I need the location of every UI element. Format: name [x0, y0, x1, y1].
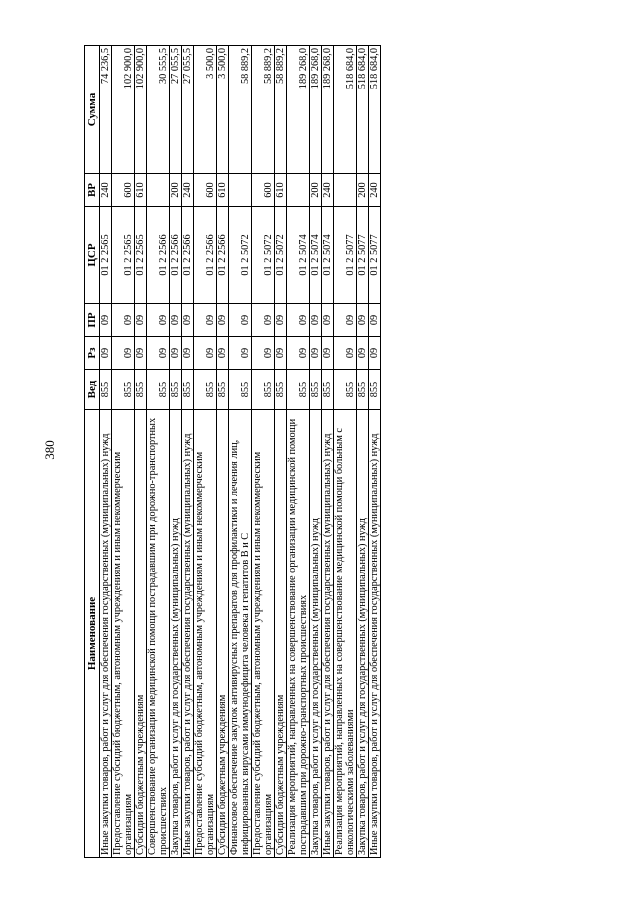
row-csr-cell: 01 2 5072	[275, 207, 287, 304]
row-rz-cell: 09	[170, 337, 182, 370]
row-ved-cell: 855	[252, 370, 275, 410]
row-name-cell: Закупка товаров, работ и услуг для государственных (муниципальных) нужд	[357, 410, 369, 858]
row-pr-cell: 09	[112, 304, 135, 337]
table-row	[194, 46, 217, 858]
row-ved-cell: 855	[194, 370, 217, 410]
row-sum-cell: 27 055,5	[182, 46, 194, 174]
row-rz-cell: 09	[217, 337, 229, 370]
row-csr-cell: 01 2 5074	[287, 207, 310, 304]
row-rz-cell: 09	[112, 337, 135, 370]
table-row	[322, 46, 334, 858]
column-header-pr: ПР	[85, 304, 100, 337]
row-vr-cell: 600	[194, 174, 217, 207]
table-row	[135, 46, 147, 858]
row-rz-cell: 09	[357, 337, 369, 370]
page-number: 380	[42, 440, 57, 460]
row-csr-cell: 01 2 2566	[182, 207, 194, 304]
row-vr-cell	[229, 174, 252, 207]
row-csr-cell: 01 2 2565	[112, 207, 135, 304]
column-header-sum: Сумма	[85, 46, 100, 174]
row-pr-cell: 09	[182, 304, 194, 337]
row-vr-cell: 240	[369, 174, 381, 207]
row-ved-cell: 855	[112, 370, 135, 410]
row-name-cell: Предоставление субсидий бюджетным, автономным учреждениям и иным некоммерческим организациям	[194, 410, 217, 858]
row-vr-cell: 240	[182, 174, 194, 207]
row-name-cell: Иные закупки товаров, работ и услуг для обеспечения государственных (муниципальных) нужд	[369, 410, 381, 858]
row-name-cell: Предоставление субсидий бюджетным, автономным учреждениям и иным некоммерческим организациям	[252, 410, 275, 858]
row-vr-cell: 610	[275, 174, 287, 207]
row-pr-cell: 09	[287, 304, 310, 337]
row-rz-cell: 09	[275, 337, 287, 370]
table-row	[217, 46, 229, 858]
table-row	[275, 46, 287, 858]
row-name-cell: Иные закупки товаров, работ и услуг для обеспечения государственных (муниципальных) нужд	[100, 410, 112, 858]
row-csr-cell: 01 2 5077	[369, 207, 381, 304]
row-pr-cell: 09	[369, 304, 381, 337]
row-vr-cell: 200	[357, 174, 369, 207]
row-rz-cell: 09	[334, 337, 357, 370]
row-pr-cell: 09	[275, 304, 287, 337]
table-row	[229, 46, 252, 858]
row-ved-cell: 855	[275, 370, 287, 410]
row-rz-cell: 09	[182, 337, 194, 370]
row-rz-cell: 09	[252, 337, 275, 370]
row-csr-cell: 01 2 2566	[147, 207, 170, 304]
row-vr-cell: 240	[322, 174, 334, 207]
table-row	[182, 46, 194, 858]
row-ved-cell: 855	[170, 370, 182, 410]
row-rz-cell: 09	[287, 337, 310, 370]
row-vr-cell: 610	[217, 174, 229, 207]
table-row	[310, 46, 322, 858]
row-sum-cell: 58 889,2	[275, 46, 287, 174]
table-row	[357, 46, 369, 858]
row-csr-cell: 01 2 5072	[229, 207, 252, 304]
row-sum-cell: 189 268,0	[310, 46, 322, 174]
row-pr-cell: 09	[334, 304, 357, 337]
row-pr-cell: 09	[147, 304, 170, 337]
row-ved-cell: 855	[100, 370, 112, 410]
row-name-cell: Иные закупки товаров, работ и услуг для обеспечения государственных (муниципальных) нужд	[322, 410, 334, 858]
row-vr-cell: 600	[112, 174, 135, 207]
row-rz-cell: 09	[229, 337, 252, 370]
row-pr-cell: 09	[170, 304, 182, 337]
row-ved-cell: 855	[287, 370, 310, 410]
row-csr-cell: 01 2 5074	[310, 207, 322, 304]
row-pr-cell: 09	[100, 304, 112, 337]
row-csr-cell: 01 2 2565	[100, 207, 112, 304]
table-row	[369, 46, 381, 858]
row-rz-cell: 09	[322, 337, 334, 370]
row-pr-cell: 09	[217, 304, 229, 337]
row-vr-cell: 610	[135, 174, 147, 207]
row-rz-cell: 09	[194, 337, 217, 370]
row-vr-cell: 200	[170, 174, 182, 207]
row-vr-cell: 240	[100, 174, 112, 207]
budget-table	[84, 45, 381, 858]
column-header-rz: Рз	[85, 337, 100, 370]
table-row	[112, 46, 135, 858]
row-ved-cell: 855	[310, 370, 322, 410]
row-name-cell: Предоставление субсидий бюджетным, автономным учреждениям и иным некоммерческим организациям	[112, 410, 135, 858]
row-name-cell: Субсидии бюджетным учреждениям	[217, 410, 229, 858]
row-vr-cell	[334, 174, 357, 207]
row-ved-cell: 855	[182, 370, 194, 410]
row-name-cell: Закупка товаров, работ и услуг для государственных (муниципальных) нужд	[170, 410, 182, 858]
row-rz-cell: 09	[369, 337, 381, 370]
row-sum-cell: 30 555,5	[147, 46, 170, 174]
row-name-cell: Иные закупки товаров, работ и услуг для обеспечения государственных (муниципальных) нужд	[182, 410, 194, 858]
row-pr-cell: 09	[252, 304, 275, 337]
row-rz-cell: 09	[135, 337, 147, 370]
row-pr-cell: 09	[135, 304, 147, 337]
row-vr-cell: 200	[310, 174, 322, 207]
row-rz-cell: 09	[147, 337, 170, 370]
table-row	[287, 46, 310, 858]
row-pr-cell: 09	[194, 304, 217, 337]
row-sum-cell: 102 900,0	[112, 46, 135, 174]
row-ved-cell: 855	[334, 370, 357, 410]
row-name-cell: Субсидии бюджетным учреждениям	[135, 410, 147, 858]
row-csr-cell: 01 2 2566	[194, 207, 217, 304]
row-sum-cell: 3 500,0	[217, 46, 229, 174]
row-vr-cell: 600	[252, 174, 275, 207]
row-name-cell: Реализация мероприятий, направленных на совершенствование медицинской помощи больным с онкологическими заболеваниями	[334, 410, 357, 858]
row-csr-cell: 01 2 5077	[334, 207, 357, 304]
row-sum-cell: 189 268,0	[322, 46, 334, 174]
row-ved-cell: 855	[135, 370, 147, 410]
row-csr-cell: 01 2 5072	[252, 207, 275, 304]
row-sum-cell: 58 889,2	[252, 46, 275, 174]
row-vr-cell	[287, 174, 310, 207]
row-name-cell: Субсидии бюджетным учреждениям	[275, 410, 287, 858]
row-csr-cell: 01 2 2566	[170, 207, 182, 304]
row-csr-cell: 01 2 5074	[322, 207, 334, 304]
table-row	[252, 46, 275, 858]
row-pr-cell: 09	[357, 304, 369, 337]
table-row	[100, 46, 112, 858]
rotated-table-wrapper	[84, 46, 501, 858]
row-ved-cell: 855	[229, 370, 252, 410]
row-sum-cell: 3 500,0	[194, 46, 217, 174]
row-pr-cell: 09	[310, 304, 322, 337]
table-row	[170, 46, 182, 858]
row-csr-cell: 01 2 2565	[135, 207, 147, 304]
row-sum-cell: 518 684,0	[357, 46, 369, 174]
table-body	[100, 46, 381, 858]
column-header-ved: Вед	[85, 370, 100, 410]
row-sum-cell: 189 268,0	[287, 46, 310, 174]
table-row	[334, 46, 357, 858]
row-sum-cell: 27 055,5	[170, 46, 182, 174]
row-rz-cell: 09	[100, 337, 112, 370]
row-ved-cell: 855	[147, 370, 170, 410]
column-header-name: Наименование	[85, 410, 100, 858]
row-pr-cell: 09	[322, 304, 334, 337]
column-header-csr: ЦСР	[85, 207, 100, 304]
row-ved-cell: 855	[217, 370, 229, 410]
row-ved-cell: 855	[357, 370, 369, 410]
column-header-vr: ВР	[85, 174, 100, 207]
row-name-cell: Закупка товаров, работ и услуг для государственных (муниципальных) нужд	[310, 410, 322, 858]
row-name-cell: Совершенствование организации медицинской помощи пострадавшим при дорожно-транспортных происшествиях	[147, 410, 170, 858]
row-pr-cell: 09	[229, 304, 252, 337]
row-sum-cell: 518 684,0	[369, 46, 381, 174]
row-sum-cell: 74 236,5	[100, 46, 112, 174]
table-row	[147, 46, 170, 858]
row-csr-cell: 01 2 5077	[357, 207, 369, 304]
row-csr-cell: 01 2 2566	[217, 207, 229, 304]
row-ved-cell: 855	[322, 370, 334, 410]
row-sum-cell: 518 684,0	[334, 46, 357, 174]
row-sum-cell: 58 889,2	[229, 46, 252, 174]
row-name-cell: Финансовое обеспечение закупок антивирусных препаратов для профилактики и лечения лиц, инфицированных вирусами иммунодефицита человека и гепатитов В и С	[229, 410, 252, 858]
row-sum-cell: 102 900,0	[135, 46, 147, 174]
row-name-cell: Реализация мероприятий, направленных на совершенствование организации медицинской помощи пострадавшим при дорожно-транспортных происшествиях	[287, 410, 310, 858]
row-rz-cell: 09	[310, 337, 322, 370]
row-vr-cell	[147, 174, 170, 207]
table-header-row	[85, 46, 100, 858]
rotated-page-content	[84, 46, 501, 858]
row-ved-cell: 855	[369, 370, 381, 410]
